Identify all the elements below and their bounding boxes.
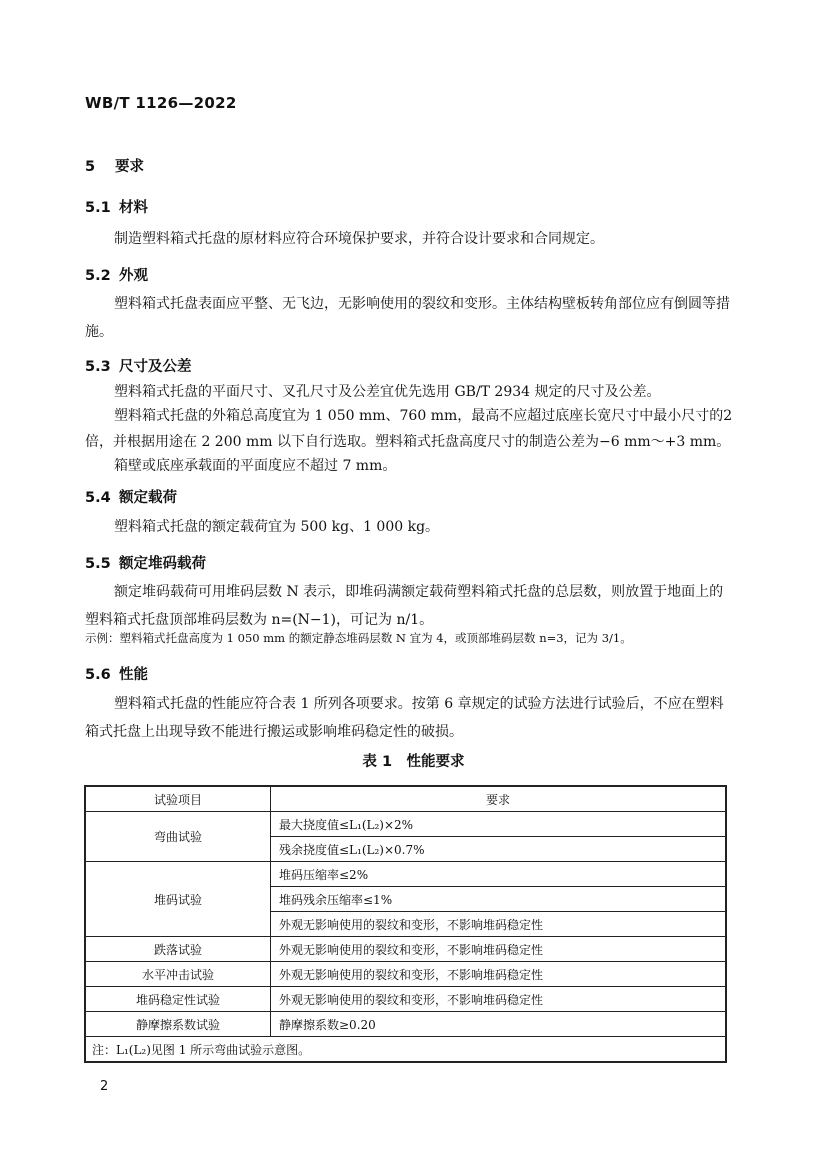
row-requirement: 外观无影响使用的裂纹和变形，不影响堆码稳定性 — [271, 912, 727, 937]
paragraph-5-3-2: 塑料箱式托盘的外箱总高度宜为 1 050 mm、760 mm，最高不应超过底座长宽尺寸中最小尺寸的2倍，并根据用途在 2 200 mm 以下自行选取。塑料箱式托盘高度尺寸的制造公差为−6 mm～+3 mm。 — [85, 408, 733, 450]
section-5-4-heading — [85, 486, 177, 507]
section-title: 额定堆码载荷 — [119, 556, 206, 572]
section-number: 5 — [85, 159, 96, 175]
example-note: 示例：塑料箱式托盘高度为 1 050 mm 的额定静态堆码层数 N 宜为 4，或顶部堆码层数 n=3，记为 3/1。 — [85, 631, 632, 645]
section-5-2-heading — [85, 264, 148, 285]
paragraph-5-3-1: 塑料箱式托盘的平面尺寸、叉孔尺寸及公差宜优先选用 GB/T 2934 规定的尺寸及公差。 — [114, 384, 661, 400]
performance-table — [84, 785, 727, 1063]
section-number: 5.1 — [85, 200, 111, 216]
row-item: 堆码试验 — [85, 862, 271, 937]
paragraph-5-3-3: 箱壁或底座承载面的平面度应不超过 7 mm。 — [114, 458, 397, 474]
table-row — [85, 1012, 726, 1037]
standard-code: WB/T 1126—2022 — [85, 94, 237, 112]
table-note: 注：L₁(L₂)见图 1 所示弯曲试验示意图。 — [85, 1037, 726, 1063]
section-title: 尺寸及公差 — [119, 359, 192, 375]
section-number: 5.3 — [85, 359, 111, 375]
section-5-3-heading — [85, 355, 192, 376]
row-requirement: 残余挠度值≤L₁(L₂)×0.7% — [271, 837, 727, 862]
table-row — [85, 862, 726, 887]
row-item: 弯曲试验 — [85, 812, 271, 862]
table-row — [85, 812, 726, 837]
table-row — [85, 987, 726, 1012]
row-item: 静摩擦系数试验 — [85, 1012, 271, 1037]
row-requirement: 外观无影响使用的裂纹和变形，不影响堆码稳定性 — [271, 962, 727, 987]
table-row — [85, 937, 726, 962]
row-requirement: 外观无影响使用的裂纹和变形，不影响堆码稳定性 — [271, 937, 727, 962]
paragraph-5-1: 制造塑料箱式托盘的原材料应符合环境保护要求，并符合设计要求和合同规定。 — [114, 231, 604, 247]
table-note-row — [85, 1037, 726, 1063]
row-requirement: 最大挠度值≤L₁(L₂)×2% — [271, 812, 727, 837]
section-5-1-heading — [85, 196, 148, 217]
row-requirement: 外观无影响使用的裂纹和变形，不影响堆码稳定性 — [271, 987, 727, 1012]
paragraph-5-6: 塑料箱式托盘的性能应符合表 1 所列各项要求。按第 6 章规定的试验方法进行试验后，不应在塑料箱式托盘上出现导致不能进行搬运或影响堆码稳定性的破损。 — [85, 696, 724, 740]
section-number: 5.4 — [85, 490, 111, 506]
table-row — [85, 962, 726, 987]
section-number: 5.5 — [85, 556, 111, 572]
section-number: 5.6 — [85, 667, 111, 683]
section-5-6-heading — [85, 663, 148, 684]
section-title: 要求 — [115, 159, 144, 175]
header-requirement: 要求 — [271, 786, 727, 812]
section-title: 额定载荷 — [119, 490, 177, 506]
section-title: 外观 — [119, 268, 148, 284]
row-item: 跌落试验 — [85, 937, 271, 962]
table-title: 表 1 性能要求 — [362, 754, 465, 770]
section-title: 性能 — [119, 667, 148, 683]
page-number: 2 — [100, 1079, 109, 1094]
section-5-heading — [85, 155, 144, 176]
section-title: 材料 — [119, 200, 148, 216]
section-5-5-heading — [85, 552, 206, 573]
paragraph-5-2: 塑料箱式托盘表面应平整、无飞边，无影响使用的裂纹和变形。主体结构壁板转角部位应有倒圆等措施。 — [85, 296, 730, 340]
row-requirement: 静摩擦系数≥0.20 — [271, 1012, 727, 1037]
table-header-row — [85, 786, 726, 812]
row-item: 堆码稳定性试验 — [85, 987, 271, 1012]
row-requirement: 堆码残余压缩率≤1% — [271, 887, 727, 912]
paragraph-5-5: 额定堆码载荷可用堆码层数 N 表示，即堆码满额定载荷塑料箱式托盘的总层数，则放置于地面上的塑料箱式托盘顶部堆码层数为 n=(N−1)，可记为 n/1。 — [85, 584, 724, 628]
row-item: 水平冲击试验 — [85, 962, 271, 987]
section-number: 5.2 — [85, 268, 111, 284]
row-requirement: 堆码压缩率≤2% — [271, 862, 727, 887]
header-item: 试验项目 — [85, 786, 271, 812]
paragraph-5-4: 塑料箱式托盘的额定载荷宜为 500 kg、1 000 kg。 — [114, 519, 440, 535]
